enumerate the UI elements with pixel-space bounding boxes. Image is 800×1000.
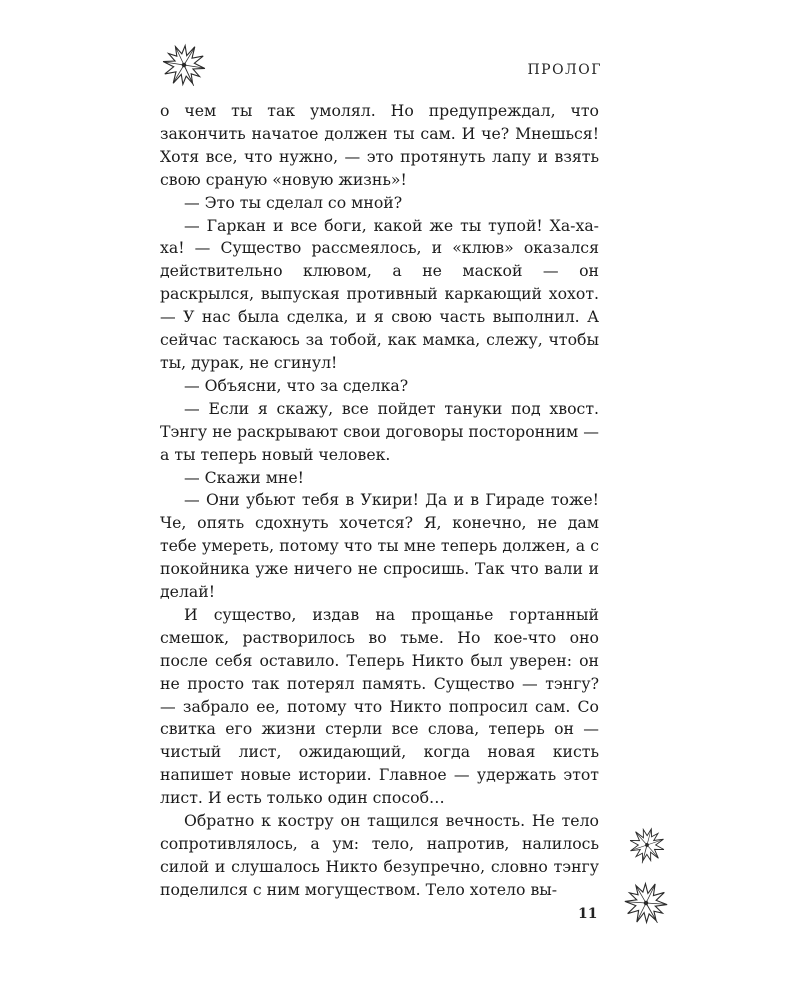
paragraph: И существо, издав на прощанье гортанный смешок, растворилось во тьме. Но кое-что оно после себя оставило. Теперь Никто был уверен: он не просто так потерял память. Существо — тэнгу? — забрало ее, потому что Никто попросил сам. Со свитка его жизни стерли все слова, теперь он — чистый лист, ожидающий, когда новая кисть напишет новые истории. Главное — удержать этот лист. И есть только один способ… [160,604,599,808]
paragraph: — Они убьют тебя в Укири! Да и в Гираде тоже! Че, опять сдохнуть хочется? Я, конечно, не дам тебе умереть, потому что ты мне теперь должен, а с покойника уже ничего не спросишь. Так что вали и делай! [160,490,599,602]
maple-leaf-icon [622,880,670,926]
paragraph: — Это ты сделал со мной? [184,192,403,212]
paragraph: — Гаркан и все боги, какой же ты тупой! Ха-ха-ха! — Существо рассмеялось, и «клюв» оказался действительно клювом, а не маской — он раскрылся, выпуская противный каркающий хохот. — У нас была сделка, и я свою часть выполнил. А сейчас таскаюсь за тобой, как мамка, слежу, чтобы ты, дурак, не сгинул! [160,215,599,372]
paragraph: о чем ты так умолял. Но предупреждал, что закончить начатое должен ты сам. И че? Мнешься! Хотя все, что нужно, — это протянуть лапу и взять свою сраную «новую жизнь»! [160,101,599,189]
text-block [160,100,599,902]
paragraph: Обратно к костру он тащился вечность. Не тело сопротивлялось, а ум: тело, напротив, налилось силой и слушалось Никто безупречно, словно тэнгу поделился с ним могуществом. Тело хотело вы- [160,811,599,899]
running-head: ПРОЛОГ [527,62,602,78]
paragraph: — Если я скажу, все пойдет тануки под хвост. Тэнгу не раскрывают свои договоры посторонним — а ты теперь новый человек. [160,398,599,464]
paragraph: — Объясни, что за сделка? [184,375,409,395]
page-number: 11 [578,906,598,922]
paragraph: — Скажи мне! [184,467,304,487]
maple-leaf-icon [628,826,666,864]
maple-leaf-icon [160,42,208,88]
